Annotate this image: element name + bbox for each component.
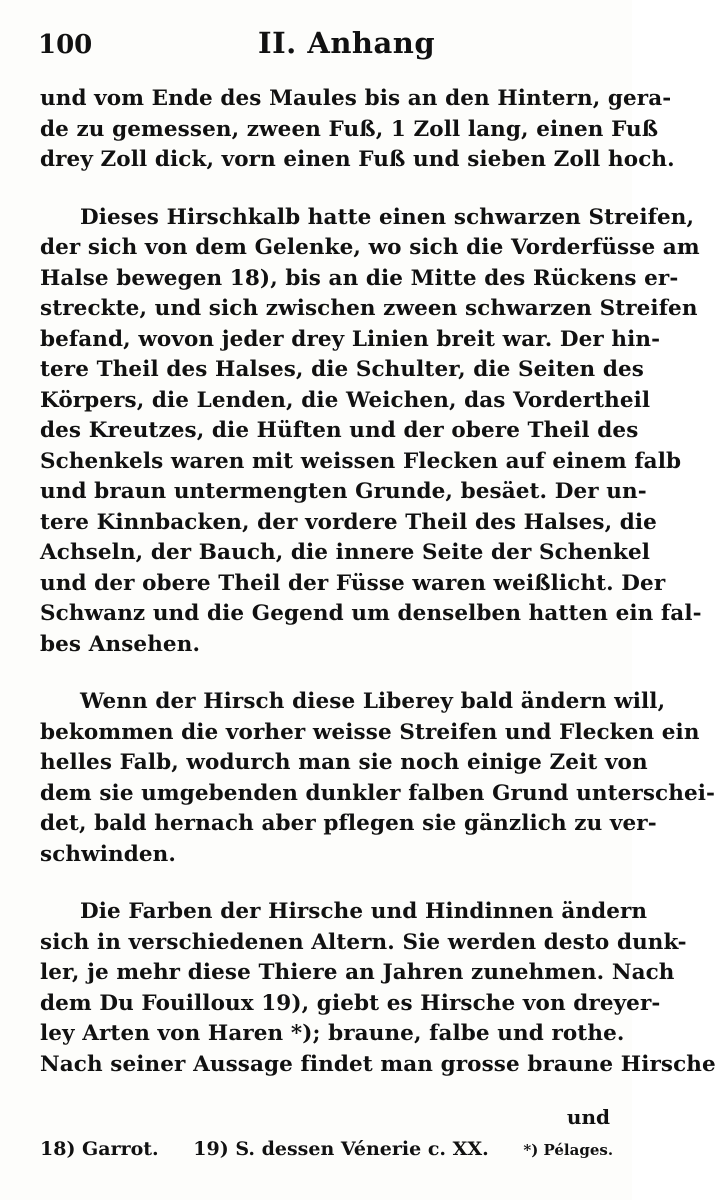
catchword: und xyxy=(566,1105,610,1129)
text-line: dem sie umgebenden dunkler falben Grund unterschei- xyxy=(40,780,716,806)
paragraph xyxy=(40,203,702,661)
text-line: bes Ansehen. xyxy=(40,631,201,657)
header-title: II. Anhang xyxy=(258,26,436,60)
paragraph xyxy=(40,84,675,176)
text-line: Körpers, die Lenden, die Weichen, das Vordertheil xyxy=(40,387,651,413)
text-line: und vom Ende des Maules bis an den Hintern, gera- xyxy=(40,86,672,111)
text-line: Die Farben der Hirsche und Hindinnen ändern xyxy=(80,899,648,924)
footnote-star: *) Pélages. xyxy=(523,1141,614,1159)
text-line: dem Du Fouilloux 19), giebt es Hirsche von dreyer- xyxy=(40,990,661,1016)
text-line: Schenkels waren mit weissen Flecken auf einem falb xyxy=(40,448,682,474)
text-line: des Kreutzes, die Hüften und der obere Theil des xyxy=(40,418,639,443)
text-line: de zu gemessen, zween Fuß, 1 Zoll lang, einen Fuß xyxy=(40,116,659,142)
text-line: tere Theil des Halses, die Schulter, die Seiten des xyxy=(40,357,644,382)
text-line: ley Arten von Haren *); braune, falbe und rothe. xyxy=(40,1021,625,1046)
page-number: 100 xyxy=(38,30,93,60)
text-line: sich in verschiedenen Altern. Sie werden desto dunk- xyxy=(40,929,687,955)
text-line: Halse bewegen 18), bis an die Mitte des Rückens er- xyxy=(40,265,679,291)
text-line: det, bald hernach aber pflegen sie gänzlich zu ver- xyxy=(40,811,657,836)
text-line: Wenn der Hirsch diese Liberey bald ändern will, xyxy=(80,689,666,714)
text-line: befand, wovon jeder drey Linien breit war. Der hin- xyxy=(40,326,661,352)
paragraph xyxy=(40,897,716,1080)
text-line: der sich von dem Gelenke, wo sich die Vorderfüsse am xyxy=(40,235,700,260)
footnotes xyxy=(40,1138,612,1160)
text-line: und der obere Theil der Füsse waren weißlicht. Der xyxy=(40,570,666,596)
text-line: streckte, und sich zwischen zween schwarzen Streifen xyxy=(40,296,698,321)
text-line: drey Zoll dick, vorn einen Fuß und sieben Zoll hoch. xyxy=(40,147,675,172)
text-line: schwinden. xyxy=(40,841,176,867)
footnote-18: 18) Garrot. xyxy=(40,1138,159,1160)
text-line: bekommen die vorher weisse Streifen und Flecken ein xyxy=(40,719,700,745)
text-line: Dieses Hirschkalb hatte einen schwarzen Streifen, xyxy=(80,204,695,230)
text-line: Achseln, der Bauch, die innere Seite der Schenkel xyxy=(40,540,651,565)
text-line: Schwanz und die Gegend um denselben hatten ein fal- xyxy=(40,601,702,626)
text-line: Nach seiner Aussage findet man grosse braune Hirsche xyxy=(40,1051,716,1077)
text-line: helles Falb, wodurch man sie noch einige Zeit von xyxy=(40,750,648,775)
body-text xyxy=(40,84,716,1080)
text-line: und braun untermengten Grunde, besäet. Der un- xyxy=(40,479,647,504)
footnote-19: 19) S. dessen Vénerie c. XX. xyxy=(193,1138,489,1160)
paragraph xyxy=(40,687,716,870)
text-line: ler, je mehr diese Thiere an Jahren zunehmen. Nach xyxy=(40,960,675,985)
running-head xyxy=(38,26,610,66)
text-line: tere Kinnbacken, der vordere Theil des Halses, die xyxy=(40,509,657,535)
